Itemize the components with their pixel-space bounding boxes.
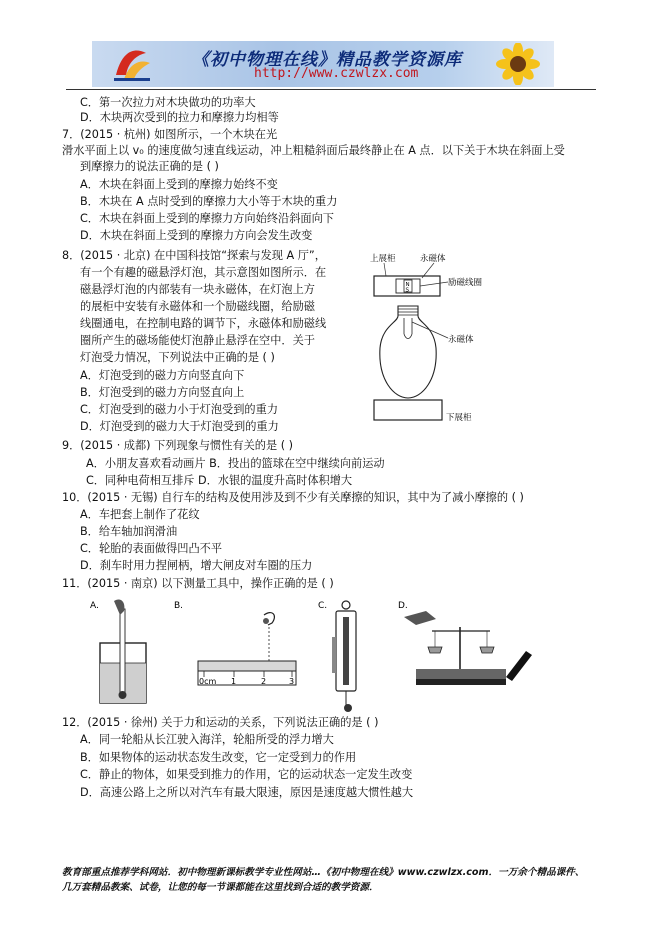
ruler-unit-label: 0cm <box>199 677 217 686</box>
label-lower-cabinet: 下展柜 <box>446 413 472 423</box>
sunflower-icon <box>488 43 548 85</box>
balance-d <box>404 611 532 685</box>
question-line: A．小朋友喜欢看动画片 B．投出的篮球在空中继续向前运动 <box>86 457 385 470</box>
footer-line-1: 教育部重点推荐学科网站．初中物理新课标教学专业性网站…《初中物理在线》www.czwlzx.com．一万余个精品课件、 <box>62 867 585 878</box>
question-line: 11．(2015 · 南京) 以下测量工具中，操作正确的是 ( ) <box>62 577 334 590</box>
label-permanent-magnet-top: 永磁体 <box>420 254 446 264</box>
question-line: D．木块在斜面上受到的摩擦力方向会发生改变 <box>80 229 313 242</box>
question-line: A．车把套上制作了花纹 <box>80 508 200 521</box>
question-line: C．静止的物体，如果受到推力的作用，它的运动状态一定发生改变 <box>80 768 413 781</box>
option-d-label: D. <box>398 601 408 611</box>
header-banner <box>92 41 554 87</box>
question-line: 有一个有趣的磁悬浮灯泡，其示意图如图所示．在 <box>80 266 327 279</box>
question-line: A．同一轮船从长江驶入海洋，轮船所受的浮力增大 <box>80 733 334 746</box>
question-line: C．同种电荷相互排斥 D．水银的温度升高时体积增大 <box>86 474 353 487</box>
label-upper-cabinet: 上展柜 <box>370 254 396 264</box>
question-line: 灯泡受力情况，下列说法中正确的是 ( ) <box>80 351 275 364</box>
question-line: B．给车轴加润滑油 <box>80 525 178 538</box>
question-line: 滑水平面上以 v₀ 的速度做匀速直线运动，冲上粗糙斜面后最终静止在 A 点．以下关于木块在斜面上受 <box>62 144 565 157</box>
question-line: 8．(2015 · 北京) 在中国科技馆“探索与发现 A 厅”， <box>62 249 326 262</box>
question-line: B．灯泡受到的磁力方向竖直向上 <box>80 386 245 399</box>
question-line: 到摩擦力的说法正确的是 ( ) <box>80 160 219 173</box>
ruler-tick-3: 3 <box>289 677 295 686</box>
question-line: D．高速公路上之所以对汽车有最大限速，原因是速度越大惯性越大 <box>80 786 414 799</box>
question-line: 磁悬浮灯泡的内部装有一块永磁体，在灯泡上方 <box>80 283 315 296</box>
question-line: D．灯泡受到的磁力大于灯泡受到的重力 <box>80 420 279 433</box>
label-coil: 励磁线圈 <box>448 278 483 288</box>
question-line: 12．(2015 · 徐州) 关于力和运动的关系，下列说法正确的是 ( ) <box>62 716 379 729</box>
question-line: D．刹车时用力捏闸柄，增大闸皮对车圈的压力 <box>80 559 313 572</box>
option-b-label: B. <box>174 601 184 611</box>
question-line: 7．(2015 · 杭州) 如图所示，一个木块在光 <box>62 128 278 141</box>
header-divider <box>66 89 596 90</box>
site-logo-icon <box>112 45 152 83</box>
option-a-label: A. <box>90 601 99 611</box>
question-line: B．木块在 A 点时受到的摩擦力大小等于木块的重力 <box>80 195 338 208</box>
measuring-tools-figure <box>86 597 534 715</box>
bulb-outline <box>380 306 436 398</box>
question-line: B．如果物体的运动状态发生改变，它一定受到力的作用 <box>80 751 357 764</box>
question-line: 9．(2015 · 成都) 下列现象与惯性有关的是 ( ) <box>62 439 294 452</box>
banner-url[interactable]: http://www.czwlzx.com <box>254 66 419 81</box>
ruler-tick-2: 2 <box>261 677 267 686</box>
banner-title: 《初中物理在线》精品教学资源库 <box>192 50 462 70</box>
label-permanent-magnet-bulb: 永磁体 <box>448 335 474 345</box>
question-line: 的展柜中安装有永磁体和一个励磁线圈，给励磁 <box>80 300 315 313</box>
question-line: 线圈通电，在控制电路的调节下，永磁体和励磁线 <box>80 317 327 330</box>
question-line: D．木块两次受到的拉力和摩擦力均相等 <box>80 111 279 124</box>
question-line: A．木块在斜面上受到的摩擦力始终不变 <box>80 178 278 191</box>
lower-cabinet-box <box>374 400 442 420</box>
question-line: A．灯泡受到的磁力方向竖直向下 <box>80 369 245 382</box>
footer-line-2: 几万套精品教案、试卷，让您的每一节课都能在这里找到合适的教学资源． <box>62 882 379 893</box>
thermometer-beaker-a <box>100 599 146 703</box>
maglev-bulb-figure <box>360 250 502 432</box>
option-c-label: C. <box>318 601 328 611</box>
question-line: 圈所产生的磁场能使灯泡静止悬浮在空中．关于 <box>80 334 315 347</box>
question-line: C．木块在斜面上受到的摩擦力方向始终沿斜面向下 <box>80 212 334 225</box>
ruler-tick-1: 1 <box>231 677 237 686</box>
ruler-b <box>198 613 296 686</box>
label-n: N <box>405 281 410 288</box>
question-line: C．轮胎的表面做得凹凸不平 <box>80 542 223 555</box>
question-line: C．灯泡受到的磁力小于灯泡受到的重力 <box>80 403 279 416</box>
question-line: C．第一次拉力对木块做功的功率大 <box>80 96 256 109</box>
question-line: 10．(2015 · 无锡) 自行车的结构及使用涉及到不少有关摩擦的知识，其中为了减小摩擦的 ( ) <box>62 491 524 504</box>
spring-scale-c <box>332 601 356 712</box>
label-s: S <box>405 287 409 294</box>
